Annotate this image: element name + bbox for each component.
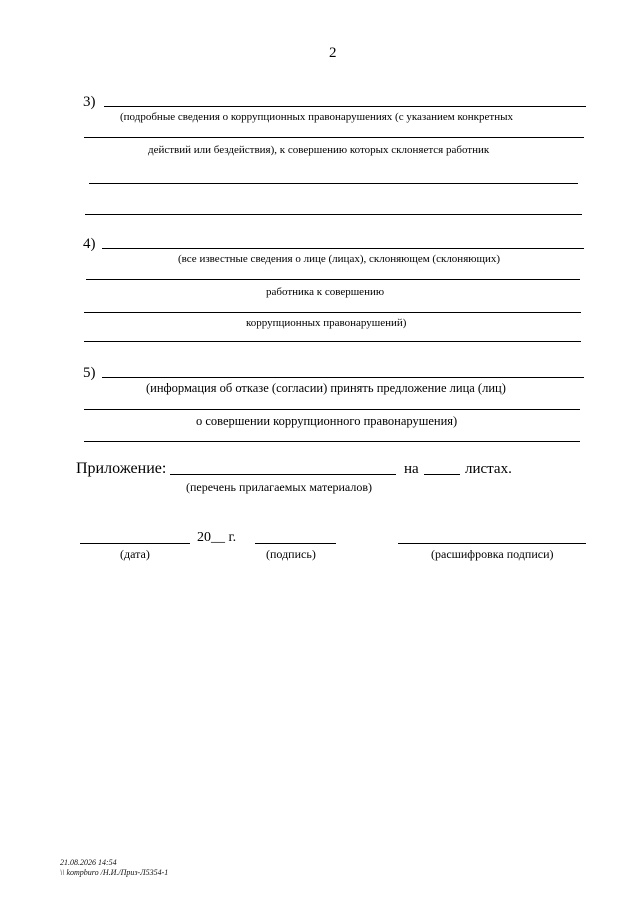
item-3-caption-1: (подробные сведения о коррупционных правонарушениях (с указанием конкретных — [120, 111, 513, 123]
item-4-fill-line-4 — [84, 341, 581, 342]
footer-timestamp: 21.08.2026 14:54 — [60, 858, 117, 867]
attachment-label: Приложение: — [76, 460, 167, 477]
item-4-caption-3: коррупционных правонарушений) — [246, 317, 407, 329]
item-5-fill-line-1 — [102, 377, 584, 378]
decoding-caption: (расшифровка подписи) — [431, 547, 554, 561]
attachment-sheets-fill-line — [424, 474, 460, 475]
attachment-on-word: на — [404, 461, 419, 477]
signature-fill-line — [255, 543, 336, 544]
attachment-caption: (перечень прилагаемых материалов) — [186, 480, 373, 494]
item-4-fill-line-1 — [102, 248, 584, 249]
page-number: 2 — [329, 45, 337, 61]
item-5-caption-2: о совершении коррупционного правонарушения) — [196, 414, 458, 428]
item-5-number: 5) — [83, 365, 96, 381]
item-4-fill-line-2 — [86, 279, 580, 280]
footer-file-path: \\ kompburo /Н.И./Приз-Л5354-1 — [60, 868, 169, 877]
item-3-fill-line-2 — [84, 137, 584, 138]
date-caption: (дата) — [120, 547, 150, 561]
item-5-fill-line-3 — [84, 441, 580, 442]
item-4-caption-2: работника к совершению — [266, 286, 385, 298]
item-5-caption-1: (информация об отказе (согласии) принять предложение лица (лиц) — [146, 381, 506, 395]
attachment-sheets-word: листах. — [465, 461, 512, 477]
item-4-caption-1: (все известные сведения о лице (лицах), склоняющем (склоняющих) — [178, 253, 500, 265]
item-3-caption-2: действий или бездействия), к совершению которых склоняется работник — [148, 144, 490, 156]
item-5-fill-line-2 — [84, 409, 580, 410]
date-fill-line — [80, 543, 190, 544]
item-3-fill-line-3 — [89, 183, 578, 184]
year-prefix: 20__ г. — [197, 530, 237, 545]
item-4-fill-line-3 — [84, 312, 581, 313]
attachment-fill-line — [170, 474, 396, 475]
item-4-number: 4) — [83, 236, 96, 252]
signature-caption: (подпись) — [266, 547, 316, 561]
item-3-fill-line-4 — [85, 214, 582, 215]
decoding-fill-line — [398, 543, 586, 544]
item-3-fill-line-1 — [104, 106, 586, 107]
item-3-number: 3) — [83, 94, 96, 110]
